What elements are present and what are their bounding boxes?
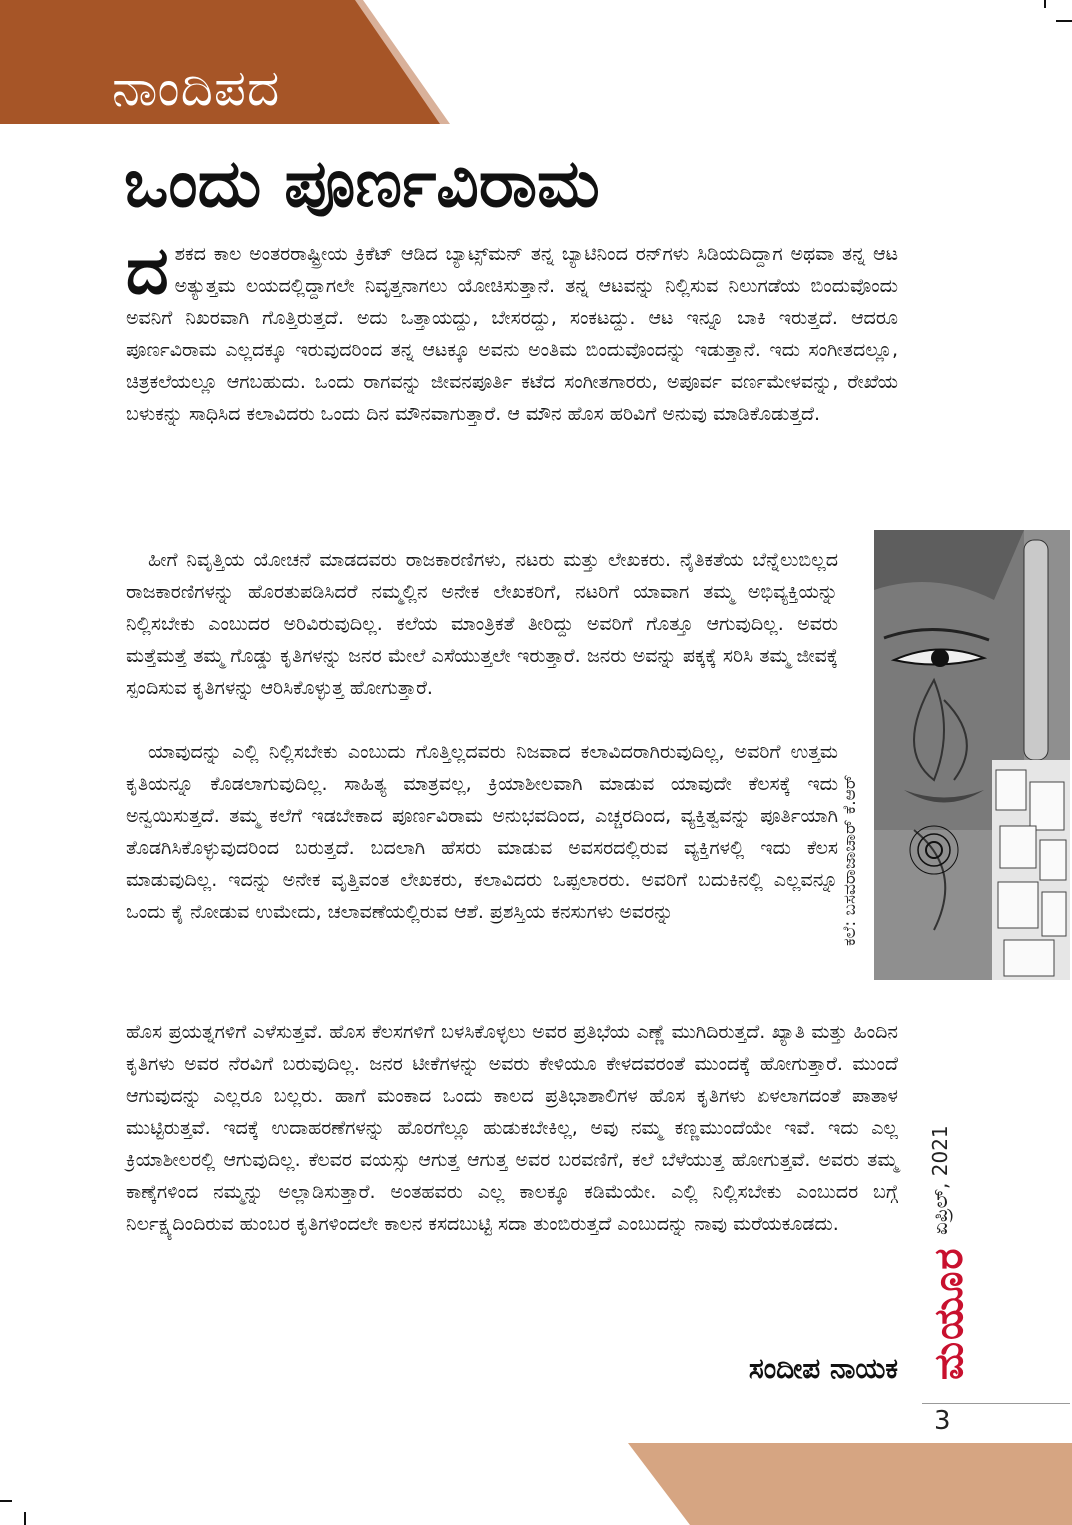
crop-mark (1056, 20, 1072, 22)
art-credit: ಕಲೆ: ಬಸವರಾಜಾಚಾರ್ ಕೆ.ಆರ್ (840, 774, 860, 946)
drop-cap: ದ (126, 232, 169, 309)
article-illustration (874, 530, 1070, 980)
article-paragraph-1 (126, 232, 898, 430)
page-number: 3 (934, 1406, 951, 1436)
paragraph-1-text: ಶಕದ ಕಾಲ ಅಂತರರಾಷ್ಟ್ರೀಯ ಕ್ರಿಕೆಟ್ ಆಡಿದ ಬ್ಯಾಟ್ಸ್‌ಮನ್ ತನ್ನ ಬ್ಯಾಟಿನಿಂದ ರನ್‌ಗಳು ಸಿಡಿಯದಿದ್ದಾಗ ಅಥವಾ ತನ್ನ ಆಟ ಅತ್ಯುತ್ತಮ ಲಯದಲ್ಲಿದ್ದಾಗಲೇ ನಿವೃತ್ತನಾಗಲು ಯೋಚಿಸುತ್ತಾನೆ. ತನ್ನ ಆಟವನ್ನು ನಿಲ್ಲಿಸುವ ನಿಲುಗಡೆಯ ಬಿಂದುವೊಂದು ಅವನಿಗೆ ನಿಖರವಾಗಿ ಗೊತ್ತಿರುತ್ತದೆ. ಅದು ಒತ್ತಾಯದ್ದು, ಬೇಸರದ್ದು, ಸಂಕಟದ್ದು. ಆಟ ಇನ್ನೂ ಬಾಕಿ ಇರುತ್ತದೆ. ಆದರೂ ಪೂರ್ಣವಿರಾಮ ಎಲ್ಲದಕ್ಕೂ ಇರುವುದರಿಂದ ತನ್ನ ಆಟಕ್ಕೂ ಅವನು ಅಂತಿಮ ಬಿಂದುವೊಂದನ್ನು ಇಡುತ್ತಾನೆ. ಇದು ಸಂಗೀತದಲ್ಲೂ, ಚಿತ್ರಕಲೆಯಲ್ಲೂ ಆಗಬಹುದು. ಒಂದು ರಾಗವನ್ನು ಜೀವನಪೂರ್ತಿ ಕಟೆದ ಸಂಗೀತಗಾರರು, ಅಪೂರ್ವ ವರ್ಣಮೇಳವನ್ನು, ರೇಖೆಯ ಬಳುಕನ್ನು ಸಾಧಿಸಿದ ಕಲಾವಿದರು ಒಂದು ದಿನ ಮೌನವಾಗುತ್ತಾರೆ. ಆ ಮೌನ ಹೊಸ ಹರಿವಿಗೆ ಅನುವು ಮಾಡಿಕೊಡುತ್ತದೆ. (126, 243, 898, 425)
crop-mark (1044, 0, 1046, 8)
article-paragraph-2: ಹೀಗೆ ನಿವೃತ್ತಿಯ ಯೋಚನೆ ಮಾಡದವರು ರಾಜಕಾರಣಿಗಳು, ನಟರು ಮತ್ತು ಲೇಖಕರು. ನೈತಿಕತೆಯ ಬೆನ್ನೆಲುಬಿಲ್ಲದ ರಾಜಕಾರಣಿಗಳನ್ನು ಹೊರತುಪಡಿಸಿದರೆ ನಮ್ಮಲ್ಲಿನ ಅನೇಕ ಲೇಖಕರಿಗೆ, ನಟರಿಗೆ ಯಾವಾಗ ತಮ್ಮ ಅಭಿವ್ಯಕ್ತಿಯನ್ನು ನಿಲ್ಲಿಸಬೇಕು ಎಂಬುದರ ಅರಿವಿರುವುದಿಲ್ಲ. ಕಲೆಯ ಮಾಂತ್ರಿಕತೆ ತೀರಿದ್ದು ಅವರಿಗೆ ಗೊತ್ತೂ ಆಗುವುದಿಲ್ಲ. ಅವರು ಮತ್ತೆಮತ್ತೆ ತಮ್ಮ ಗೊಡ್ಡು ಕೃತಿಗಳನ್ನು ಜನರ ಮೇಲೆ ಎಸೆಯುತ್ತಲೇ ಇರುತ್ತಾರೆ. ಜನರು ಅವನ್ನು ಪಕ್ಕಕ್ಕೆ ಸರಿಸಿ ತಮ್ಮ ಜೀವಕ್ಕೆ ಸ್ಪಂದಿಸುವ ಕೃತಿಗಳನ್ನು ಆರಿಸಿಕೊಳ್ಳುತ್ತ ಹೋಗುತ್ತಾರೆ. (126, 549, 838, 699)
issue-date: ಏಪ್ರಿಲ್, 2021 (928, 1125, 952, 1235)
article-title: ಒಂದು ಪೂರ್ಣವಿರಾಮ (124, 145, 600, 222)
crop-mark (24, 1512, 26, 1525)
author-name: ಸಂದೀಪ ನಾಯಕ (748, 1352, 898, 1385)
article-paragraph-3: ಯಾವುದನ್ನು ಎಲ್ಲಿ ನಿಲ್ಲಿಸಬೇಕು ಎಂಬುದು ಗೊತ್ತಿಲ್ಲದವರು ನಿಜವಾದ ಕಲಾವಿದರಾಗಿರುವುದಿಲ್ಲ, ಅವರಿಗೆ ಉತ್ತಮ ಕೃತಿಯನ್ನೂ ಕೊಡಲಾಗುವುದಿಲ್ಲ. ಸಾಹಿತ್ಯ ಮಾತ್ರವಲ್ಲ, ಕ್ರಿಯಾಶೀಲವಾಗಿ ಮಾಡುವ ಯಾವುದೇ ಕೆಲಸಕ್ಕೆ ಇದು ಅನ್ವಯಿಸುತ್ತದೆ. ತಮ್ಮ ಕಲೆಗೆ ಇಡಬೇಕಾದ ಪೂರ್ಣವಿರಾಮ ಅನುಭವದಿಂದ, ಎಚ್ಚರದಿಂದ, ವ್ಯಕ್ತಿತ್ವವನ್ನು ಪೂರ್ತಿಯಾಗಿ ತೊಡಗಿಸಿಕೊಳ್ಳುವುದರಿಂದ ಬರುತ್ತದೆ. ಬದಲಾಗಿ ಹೆಸರು ಮಾಡುವ ಅವಸರದಲ್ಲಿರುವ ವ್ಯಕ್ತಿಗಳಲ್ಲಿ ಇದು ಕೆಲಸ ಮಾಡುವುದಿಲ್ಲ. ಇದನ್ನು ಅನೇಕ ವೃತ್ತಿವಂತ ಲೇಖಕರು, ಕಲಾವಿದರು ಒಪ್ಪಲಾರರು. ಅವರಿಗೆ ಬದುಕಿನಲ್ಲಿ ಎಲ್ಲವನ್ನೂ ಒಂದು ಕೈ ನೋಡುವ ಉಮೇದು, ಚಲಾವಣೆಯಲ್ಲಿರುವ ಆಶೆ. ಪ್ರಶಸ್ತಿಯ ಕನಸುಗಳು ಅವರನ್ನು (126, 741, 838, 923)
section-label: ನಾಂದಿಪದ (112, 59, 281, 117)
illustration-drawing (874, 530, 1070, 980)
article-paragraph-4: ಹೊಸ ಪ್ರಯತ್ನಗಳಿಗೆ ಎಳೆಸುತ್ತವೆ. ಹೊಸ ಕೆಲಸಗಳಿಗೆ ಬಳಸಿಕೊಳ್ಳಲು ಅವರ ಪ್ರತಿಭೆಯ ಎಣ್ಣೆ ಮುಗಿದಿರುತ್ತದೆ. ಖ್ಯಾತಿ ಮತ್ತು ಹಿಂದಿನ ಕೃತಿಗಳು ಅವರ ನೆರವಿಗೆ ಬರುವುದಿಲ್ಲ. ಜನರ ಟೀಕೆಗಳನ್ನು ಅವರು ಕೇಳಿಯೂ ಕೇಳದವರಂತೆ ಮುಂದಕ್ಕೆ ಹೋಗುತ್ತಾರೆ. ಮುಂದೆ ಆಗುವುದನ್ನು ಎಲ್ಲರೂ ಬಲ್ಲರು. ಹಾಗೆ ಮಂಕಾದ ಒಂದು ಕಾಲದ ಪ್ರತಿಭಾಶಾಲಿಗಳ ಹೊಸ ಕೃತಿಗಳು ಏಳಲಾಗದಂತೆ ಪಾತಾಳ ಮುಟ್ಟಿರುತ್ತವೆ. ಇದಕ್ಕೆ ಉದಾಹರಣೆಗಳನ್ನು ಹೊರಗೆಲ್ಲೂ ಹುಡುಕಬೇಕಿಲ್ಲ, ಅವು ನಮ್ಮ ಕಣ್ಣಮುಂದೆಯೇ ಇವೆ. ಇದು ಎಲ್ಲ ಕ್ರಿಯಾಶೀಲರಲ್ಲಿ ಆಗುವುದಿಲ್ಲ. ಕೆಲವರ ವಯಸ್ಸು ಆಗುತ್ತ ಆಗುತ್ತ ಅವರ ಬರವಣಿಗೆ, ಕಲೆ ಬೆಳೆಯುತ್ತ ಹೋಗುತ್ತವೆ. ಅವರು ತಮ್ಮ ಕಾಣ್ಕೆಗಳಿಂದ ನಮ್ಮನ್ನು ಅಲ್ಲಾಡಿಸುತ್ತಾರೆ. ಅಂತಹವರು ಎಲ್ಲ ಕಾಲಕ್ಕೂ ಕಡಿಮೆಯೇ. ಎಲ್ಲಿ ನಿಲ್ಲಿಸಬೇಕು ಎಂಬುದರ ಬಗ್ಗೆ ನಿರ್ಲಕ್ಷ್ಯದಿಂದಿರುವ ಹುಂಬರ ಕೃತಿಗಳಿಂದಲೇ ಕಾಲನ ಕಸದಬುಟ್ಟಿ ಸದಾ ತುಂಬಿರುತ್ತದೆ ಎಂಬುದನ್ನು ನಾವು ಮರೆಯಕೂಡದು. (126, 1021, 898, 1235)
magazine-logo: ಮಯೂರ (926, 1246, 972, 1380)
crop-mark (0, 1500, 12, 1502)
footer-stripe (628, 1443, 1072, 1525)
